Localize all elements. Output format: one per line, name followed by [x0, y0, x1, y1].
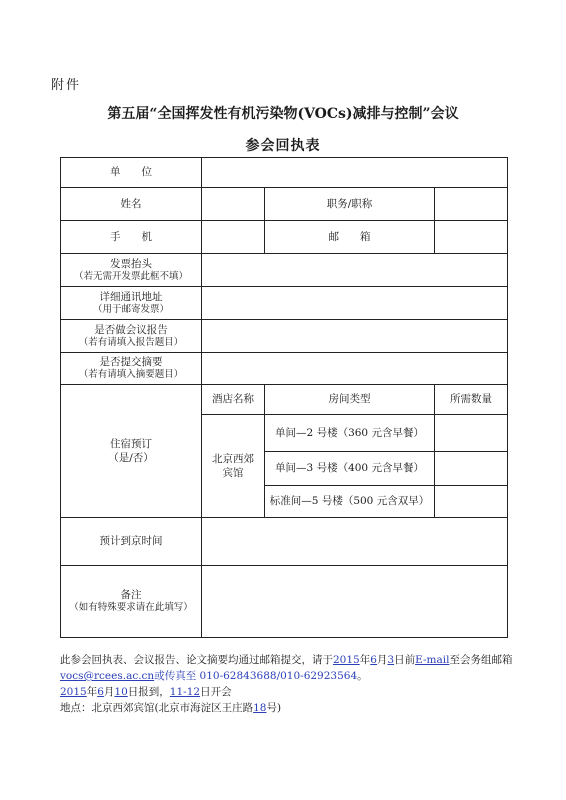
- abstract-label-cell: [61, 353, 202, 385]
- email-input-cell[interactable]: [435, 221, 508, 254]
- phone-label: 手 机: [61, 221, 202, 254]
- lodging-note: （是/否）: [108, 452, 154, 464]
- unit-input-cell[interactable]: [202, 158, 508, 188]
- reg-day: 10: [114, 686, 128, 698]
- phone-input-cell[interactable]: [202, 221, 265, 254]
- contact-row: [61, 221, 508, 254]
- deadline-year-suffix: 年: [359, 654, 371, 666]
- email-address-link[interactable]: vocs@rcees.ac.cn: [60, 670, 155, 682]
- deadline-day-suffix: 日前: [394, 654, 416, 666]
- hotel-name-line-1: 北京西郊: [212, 452, 254, 465]
- arrival-label: 预计到京时间: [61, 518, 202, 566]
- invoice-input-cell[interactable]: [202, 254, 508, 287]
- name-row: [61, 188, 508, 221]
- report-row: [61, 320, 508, 353]
- report-label-cell: [61, 320, 202, 353]
- room-type-header: 房间类型: [265, 385, 435, 415]
- unit-label: 单 位: [61, 158, 202, 188]
- notes-line-1: [60, 652, 520, 684]
- email-label: 邮 箱: [265, 221, 435, 254]
- abstract-input-cell[interactable]: [202, 353, 508, 385]
- notes-line-location: [60, 700, 520, 716]
- deadline-month: 6: [370, 654, 377, 666]
- reg-month: 6: [97, 686, 104, 698]
- attachment-label: 附件: [51, 78, 82, 93]
- deadline-year: 2015: [333, 654, 360, 666]
- remarks-label: 备注: [120, 589, 142, 601]
- location-suffix: 号): [266, 702, 282, 714]
- remarks-input-cell[interactable]: [202, 566, 508, 638]
- reg-day-suffix: 日报到，: [127, 686, 170, 698]
- room-quantity-2[interactable]: [435, 452, 508, 486]
- room-type-1: 单间—2 号楼（360 元含早餐）: [265, 415, 435, 452]
- registration-form-table: [60, 157, 508, 638]
- position-input-cell[interactable]: [435, 188, 508, 221]
- remarks-label-cell: [61, 566, 202, 638]
- invoice-row: [61, 254, 508, 287]
- address-label: 详细通讯地址: [99, 290, 163, 303]
- deadline-month-suffix: 月: [376, 654, 388, 666]
- report-input-cell[interactable]: [202, 320, 508, 353]
- hotel-name-cell: [202, 415, 265, 518]
- position-label: 职务/职称: [265, 188, 435, 221]
- reg-month-suffix: 月: [103, 686, 115, 698]
- address-label-cell: [61, 287, 202, 320]
- quantity-header: 所需数量: [435, 385, 508, 415]
- address-row: [61, 287, 508, 320]
- abstract-note: （若有请填入摘要题目）: [78, 369, 184, 381]
- remarks-row: [61, 566, 508, 638]
- email-word: E-mail: [415, 654, 450, 666]
- invoice-label: 发票抬头: [110, 257, 152, 270]
- lodging-header-row: [61, 385, 508, 415]
- location-number: 18: [253, 702, 267, 714]
- remarks-note: （如有特殊要求请在此填写）: [69, 602, 193, 614]
- abstract-label: 是否提交摘要: [99, 356, 163, 368]
- hotel-header: 酒店名称: [202, 385, 265, 415]
- lodging-label: 住宿预订: [110, 437, 152, 450]
- meeting-suffix: 日开会: [200, 686, 232, 698]
- reg-year-suffix: 年: [86, 686, 98, 698]
- form-title: 参会回执表: [245, 138, 321, 154]
- location-prefix: 地点：北京西郊宾馆(北京市海淀区王庄路: [60, 702, 254, 714]
- notes-period: 。: [357, 670, 368, 682]
- arrival-input-cell[interactable]: [202, 518, 508, 566]
- room-quantity-3[interactable]: [435, 486, 508, 518]
- invoice-label-cell: [61, 254, 202, 287]
- unit-row: [61, 158, 508, 188]
- meeting-days: 11-12: [169, 686, 201, 698]
- invoice-note: （若无需开发票此框不填）: [73, 270, 188, 282]
- report-label: 是否做会议报告: [94, 323, 168, 336]
- room-type-2: 单间—3 号楼（400 元含早餐）: [265, 452, 435, 486]
- room-quantity-1[interactable]: [435, 415, 508, 452]
- submission-notes: [60, 652, 520, 716]
- deadline-day: 3: [387, 654, 395, 666]
- hotel-name-line-2: 宾馆: [222, 467, 244, 479]
- notes-line-schedule: [60, 684, 520, 700]
- arrival-row: [61, 518, 508, 566]
- lodging-label-cell: [61, 385, 202, 518]
- notes-text-b: 至会务组邮箱: [449, 654, 513, 666]
- document-title: 第五届“全国挥发性有机污染物(VOCs)减排与控制”会议: [107, 106, 459, 122]
- room-type-3: 标准间—5 号楼（500 元含双早）: [265, 486, 435, 518]
- abstract-row: [61, 353, 508, 385]
- fax-text: 或传真至 010-62843688/010-62923564: [154, 670, 358, 682]
- name-input-cell[interactable]: [202, 188, 265, 221]
- address-input-cell[interactable]: [202, 287, 508, 320]
- notes-text-a: 此参会回执表、会议报告、论文摘要均通过邮箱提交，请于: [60, 654, 333, 666]
- reg-year: 2015: [60, 686, 87, 698]
- report-note: （若有请填入报告题目）: [78, 336, 184, 348]
- address-note: （用于邮寄发票）: [92, 303, 169, 315]
- name-label: 姓名: [61, 188, 202, 221]
